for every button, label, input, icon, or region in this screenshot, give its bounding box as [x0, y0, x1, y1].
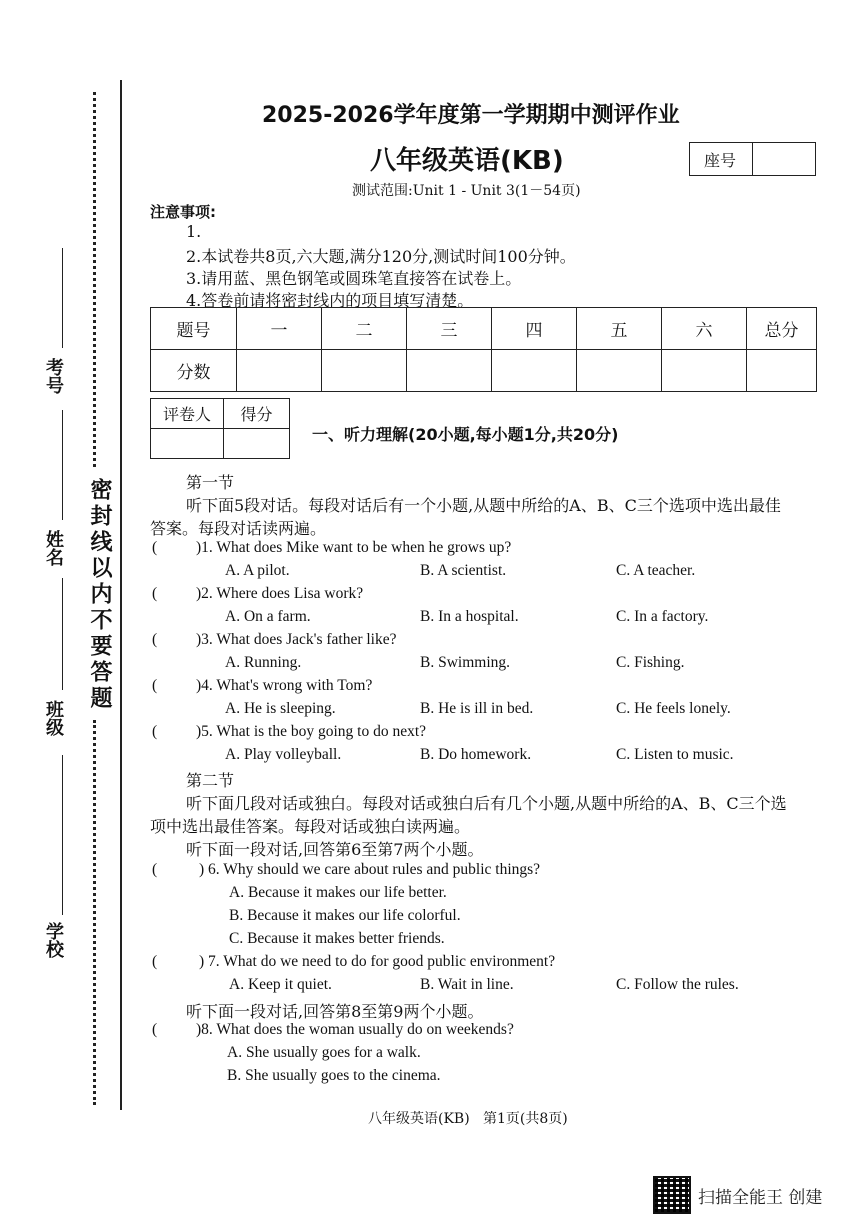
- option-c: C. He feels lonely.: [616, 700, 731, 717]
- score-row-label: 分数: [151, 350, 237, 392]
- answer-paren[interactable]: (: [152, 723, 158, 740]
- label-xuexiao: 学校: [43, 922, 64, 958]
- option-b: B. She usually goes to the cinema.: [227, 1067, 441, 1084]
- watermark-text: 扫描全能王 创建: [698, 1188, 823, 1208]
- part1-instruction: 听下面5段对话。每段对话后有一个小题,从题中所给的A、B、C三个选项中选出最佳: [186, 496, 781, 515]
- question-stem: )2. Where does Lisa work?: [196, 585, 364, 602]
- answer-paren[interactable]: (: [152, 953, 158, 970]
- option-b: B. Wait in line.: [420, 976, 514, 993]
- question-stem: )8. What does the woman usually do on weekends?: [196, 1021, 514, 1038]
- score-cell[interactable]: [407, 350, 492, 392]
- note-item: 4.答卷前请将密封线内的项目填写清楚。: [186, 291, 474, 310]
- answer-paren[interactable]: (: [152, 861, 158, 878]
- notes-heading: 注意事项:: [150, 203, 216, 221]
- qr-code-icon: [653, 1176, 691, 1214]
- part1-instruction: 答案。每段对话读两遍。: [150, 519, 327, 538]
- option-a: A. Play volleyball.: [225, 746, 342, 763]
- option-b: B. Swimming.: [420, 654, 511, 671]
- option-a: A. He is sleeping.: [225, 700, 336, 717]
- option-a: A. Running.: [225, 654, 302, 671]
- option-c: C. Fishing.: [616, 654, 685, 671]
- score-cell[interactable]: [492, 350, 577, 392]
- part2-instruction: 项中选出最佳答案。每段对话或独白读两遍。: [150, 817, 471, 836]
- seat-box: [689, 142, 816, 176]
- seal-note: 密封线以内不要答题: [87, 478, 112, 712]
- option-c: C. A teacher.: [616, 562, 696, 579]
- question-stem: )4. What's wrong with Tom?: [196, 677, 373, 694]
- grader-label: 评卷人: [151, 399, 224, 429]
- kaohao-line: [62, 248, 63, 348]
- score-cell[interactable]: [237, 350, 322, 392]
- score-header-cell: 一: [237, 308, 322, 350]
- part2-heading: 第二节: [186, 771, 235, 790]
- score-cell[interactable]: [322, 350, 407, 392]
- seat-label: 座号: [704, 151, 737, 170]
- question-stem: )3. What does Jack's father like?: [196, 631, 397, 648]
- note-item: 3.请用蓝、黑色钢笔或圆珠笔直接答在试卷上。: [186, 269, 522, 288]
- score-header-cell: 六: [662, 308, 747, 350]
- option-a: A. A pilot.: [225, 562, 290, 579]
- option-a: A. Because it makes our life better.: [229, 884, 447, 901]
- option-c: C. Because it makes better friends.: [229, 930, 445, 947]
- seal-dotted-line-bottom: [93, 720, 96, 1105]
- option-b: B. He is ill in bed.: [420, 700, 534, 717]
- score-header-cell: 二: [322, 308, 407, 350]
- score-header-cell: 五: [577, 308, 662, 350]
- score-cell[interactable]: [224, 429, 290, 459]
- label-kaohao: 考号: [43, 358, 64, 394]
- option-b: B. Because it makes our life colorful.: [229, 907, 461, 924]
- option-b: B. Do homework.: [420, 746, 532, 763]
- grader-cell[interactable]: [151, 429, 224, 459]
- seal-solid-line: [120, 80, 122, 1110]
- note-item: 2.本试卷共8页,六大题,满分120分,测试时间100分钟。: [186, 247, 576, 266]
- score-cell[interactable]: [747, 350, 817, 392]
- option-c: C. In a factory.: [616, 608, 709, 625]
- score-label: 得分: [224, 399, 290, 429]
- sub-instruction: 听下面一段对话,回答第8至第9两个小题。: [186, 1002, 484, 1021]
- sub-instruction: 听下面一段对话,回答第6至第7两个小题。: [186, 840, 484, 859]
- part1-heading: 第一节: [186, 473, 235, 492]
- option-a: A. She usually goes for a walk.: [227, 1044, 421, 1061]
- answer-paren[interactable]: (: [152, 1021, 158, 1038]
- answer-paren[interactable]: (: [152, 539, 158, 556]
- answer-paren[interactable]: (: [152, 585, 158, 602]
- score-table: [150, 307, 817, 392]
- score-header-cell: 四: [492, 308, 577, 350]
- score-header-cell: 三: [407, 308, 492, 350]
- option-b: B. A scientist.: [420, 562, 507, 579]
- question-stem: )1. What does Mike want to be when he grows up?: [196, 539, 512, 556]
- option-b: B. In a hospital.: [420, 608, 519, 625]
- question-stem: )5. What is the boy going to do next?: [196, 723, 427, 740]
- option-a: A. On a farm.: [225, 608, 311, 625]
- part2-instruction: 听下面几段对话或独白。每段对话或独白后有几个小题,从题中所给的A、B、C三个选: [186, 794, 787, 813]
- exam-title: 2025-2026学年度第一学期期中测评作业: [262, 103, 680, 128]
- option-c: C. Listen to music.: [616, 746, 734, 763]
- xingming-line: [62, 410, 63, 520]
- test-range: 测试范围:Unit 1 - Unit 3(1－54页): [352, 183, 581, 199]
- score-header-cell: 题号: [151, 308, 237, 350]
- seat-divider: [752, 143, 753, 175]
- score-cell[interactable]: [662, 350, 747, 392]
- page-footer: 八年级英语(KB) 第1页(共8页): [368, 1111, 568, 1127]
- score-header-cell: 总分: [747, 308, 817, 350]
- score-cell[interactable]: [577, 350, 662, 392]
- banji-line: [62, 578, 63, 690]
- section-title: 一、听力理解(20小题,每小题1分,共20分): [312, 425, 619, 444]
- answer-paren[interactable]: (: [152, 677, 158, 694]
- answer-paren[interactable]: (: [152, 631, 158, 648]
- seal-dotted-line-top: [93, 92, 96, 467]
- question-stem: ) 7. What do we need to do for good public environment?: [199, 953, 556, 970]
- question-stem: ) 6. Why should we care about rules and public things?: [199, 861, 541, 878]
- xuexiao-line: [62, 755, 63, 915]
- option-c: C. Follow the rules.: [616, 976, 739, 993]
- grader-table: [150, 398, 290, 459]
- option-a: A. Keep it quiet.: [229, 976, 332, 993]
- label-banji: 班级: [43, 700, 64, 736]
- label-xingming: 姓名: [43, 530, 64, 566]
- note-item: 1.: [186, 222, 202, 241]
- exam-subject: 八年级英语(KB): [370, 146, 564, 176]
